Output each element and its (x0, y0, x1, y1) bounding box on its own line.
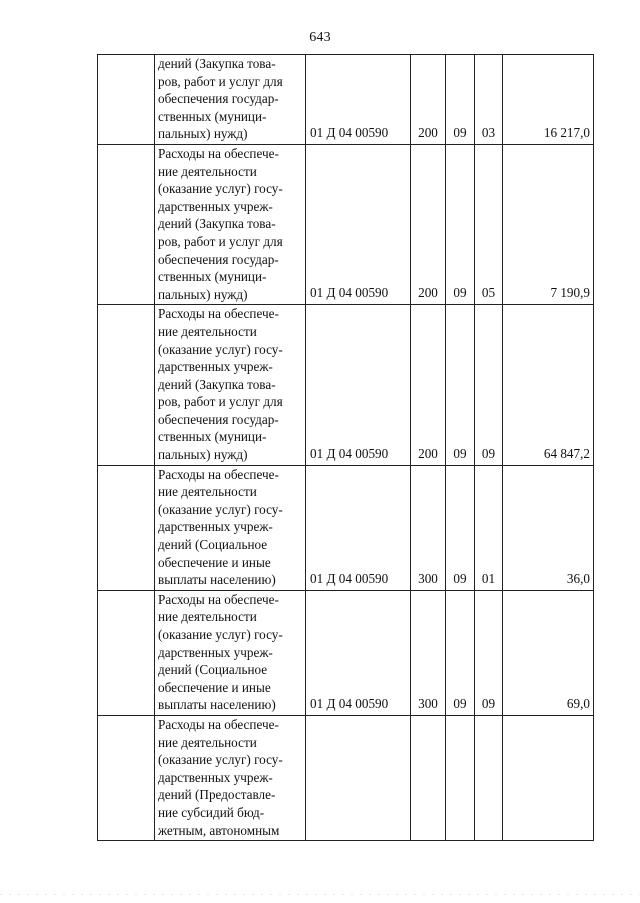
description-line: ние деятельности (158, 163, 257, 179)
target-code-cell: 01 Д 04 00590 (306, 465, 411, 590)
description-line: пальных) нужд) (158, 126, 248, 142)
subsection-cell: 01 (475, 465, 503, 590)
target-code-cell: 01 Д 04 00590 (306, 305, 411, 465)
table-row (98, 465, 594, 590)
table-row (98, 144, 594, 304)
row-number-cell (98, 144, 155, 304)
description-line: (оказание услуг) госу- (158, 341, 283, 357)
description-line: выплаты населению) (158, 697, 276, 713)
description-cell (155, 465, 306, 590)
scan-artifact (0, 894, 640, 895)
description-cell (155, 55, 306, 145)
description-line: Расходы на обеспече- (158, 591, 279, 607)
description-cell (155, 715, 306, 840)
section-cell: 09 (446, 305, 475, 465)
budget-table (97, 54, 594, 841)
section-cell: 09 (446, 465, 475, 590)
description-line: жетным, автономным (158, 822, 280, 838)
description-line: Расходы на обеспече- (158, 466, 279, 482)
description-line: (оказание услуг) госу- (158, 181, 283, 197)
amount-cell: 7 190,9 (503, 144, 594, 304)
description-line: ров, работ и услуг для (158, 233, 283, 249)
description-line: дений (Социальное (158, 662, 268, 678)
description-line: (оказание услуг) госу- (158, 752, 283, 768)
description-line: ние деятельности (158, 323, 257, 339)
description-line: дарственных учреж- (158, 519, 273, 535)
description-line: ров, работ и услуг для (158, 73, 283, 89)
section-cell: 09 (446, 144, 475, 304)
description-line: дений (Закупка това- (158, 56, 276, 71)
description-line: обеспечения государ- (158, 411, 279, 427)
description-line: выплаты населению) (158, 572, 276, 588)
description-line: дарственных учреж- (158, 644, 273, 660)
row-number-cell (98, 305, 155, 465)
table-row (98, 55, 594, 145)
description-line: ние субсидий бюд- (158, 804, 265, 820)
target-code-cell: 01 Д 04 00590 (306, 590, 411, 715)
description-line: дений (Закупка това- (158, 376, 276, 392)
description-cell (155, 305, 306, 465)
subsection-cell (475, 715, 503, 840)
table-row (98, 305, 594, 465)
description-line: ственных (муници- (158, 108, 267, 124)
description-line: пальных) нужд) (158, 286, 248, 302)
description-line: обеспечения государ- (158, 91, 279, 107)
subsection-cell: 09 (475, 590, 503, 715)
description-line: обеспечение и иные (158, 679, 271, 695)
subsection-cell: 05 (475, 144, 503, 304)
expense-type-cell (411, 715, 446, 840)
amount-cell: 16 217,0 (503, 55, 594, 145)
description-line: дарственных учреж- (158, 769, 273, 785)
subsection-cell: 03 (475, 55, 503, 145)
amount-cell (503, 715, 594, 840)
description-line: обеспечение и иные (158, 554, 271, 570)
table-row (98, 715, 594, 840)
description-line: ние деятельности (158, 734, 257, 750)
expense-type-cell: 200 (411, 55, 446, 145)
amount-cell: 64 847,2 (503, 305, 594, 465)
description-line: Расходы на обеспече- (158, 145, 279, 161)
section-cell (446, 715, 475, 840)
row-number-cell (98, 55, 155, 145)
description-line: дений (Предоставле- (158, 787, 276, 803)
description-line: ственных (муници- (158, 269, 267, 285)
description-line: Расходы на обеспече- (158, 306, 279, 322)
description-line: Расходы на обеспече- (158, 716, 279, 732)
description-cell (155, 590, 306, 715)
target-code-cell: 01 Д 04 00590 (306, 144, 411, 304)
row-number-cell (98, 590, 155, 715)
description-line: обеспечения государ- (158, 251, 279, 267)
subsection-cell: 09 (475, 305, 503, 465)
description-line: дарственных учреж- (158, 198, 273, 214)
section-cell: 09 (446, 590, 475, 715)
target-code-cell (306, 715, 411, 840)
description-line: ние деятельности (158, 609, 257, 625)
description-line: (оказание услуг) госу- (158, 501, 283, 517)
table-row (98, 590, 594, 715)
description-line: (оказание услуг) госу- (158, 627, 283, 642)
expense-type-cell: 300 (411, 465, 446, 590)
section-cell: 09 (446, 55, 475, 145)
description-line: ров, работ и услуг для (158, 394, 283, 410)
description-line: ственных (муници- (158, 429, 267, 445)
page-number: 643 (309, 30, 331, 45)
description-line: дений (Закупка това- (158, 216, 276, 232)
expense-type-cell: 200 (411, 144, 446, 304)
amount-cell: 69,0 (503, 590, 594, 715)
description-cell (155, 144, 306, 304)
amount-cell: 36,0 (503, 465, 594, 590)
target-code-cell: 01 Д 04 00590 (306, 55, 411, 145)
description-line: дений (Социальное (158, 537, 268, 553)
table-body (98, 55, 594, 841)
row-number-cell (98, 465, 155, 590)
description-line: ние деятельности (158, 484, 257, 500)
description-line: пальных) нужд) (158, 447, 248, 463)
expense-type-cell: 300 (411, 590, 446, 715)
row-number-cell (98, 715, 155, 840)
expense-type-cell: 200 (411, 305, 446, 465)
description-line: дарственных учреж- (158, 359, 273, 375)
